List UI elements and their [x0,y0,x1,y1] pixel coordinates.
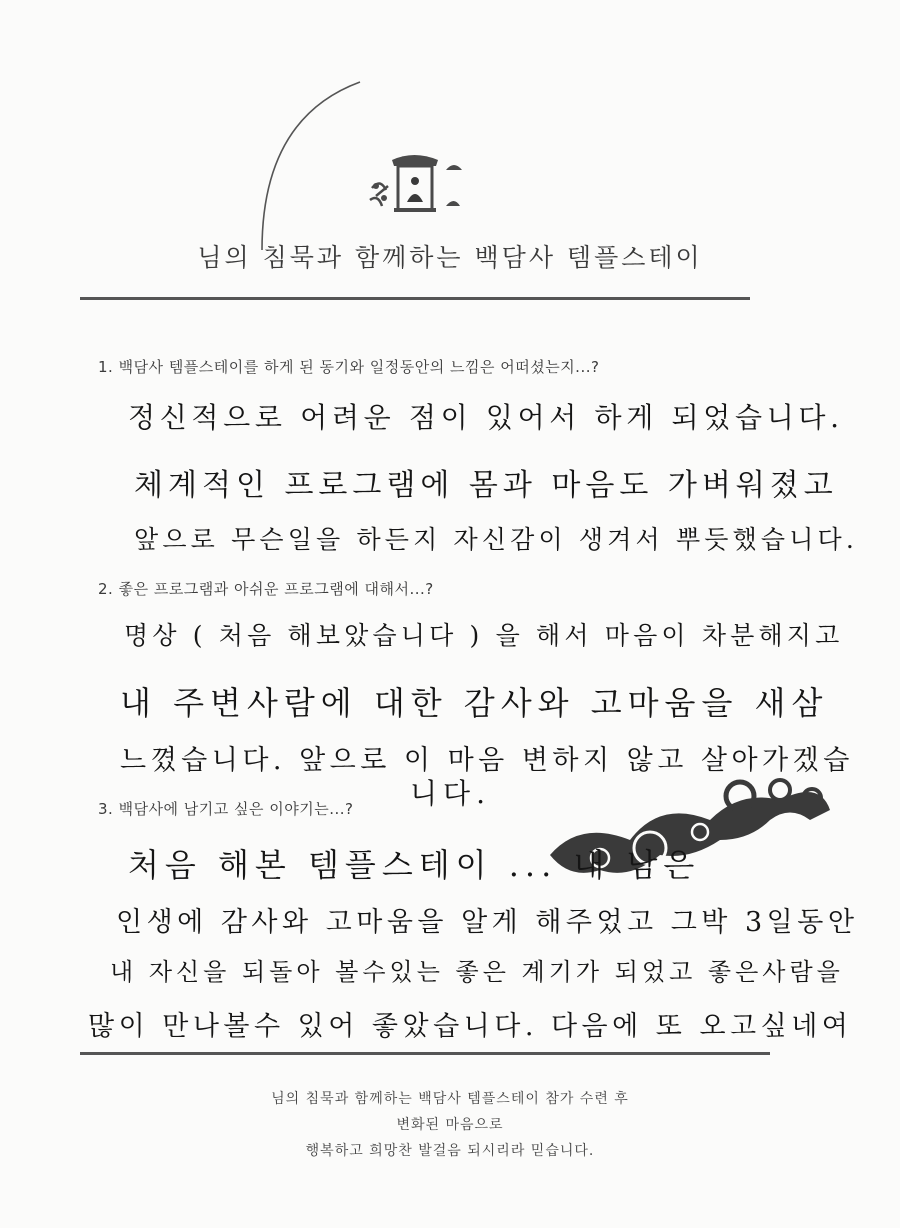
answer-2-line-4: 니다. [410,777,491,810]
page-title: 님의 침묵과 함께하는 백담사 템플스테이 [197,243,703,272]
answer-3-line-3: 내 자신을 되돌아 볼수있는 좋은 계기가 되었고 좋은사람을 [110,958,844,986]
answer-2-line-1: 명상 ( 처음 해보았습니다 ) 을 해서 마음이 차분해지고 [124,621,844,650]
answer-1-line-3: 앞으로 무슨일을 하든지 자신감이 생겨서 뿌듯했습니다. [134,525,858,554]
footer-line-3: 행복하고 희망찬 발걸음 되시리라 믿습니다. [305,1143,595,1159]
answer-1-line-1: 정신적으로 어려운 점이 있어서 하게 되었습니다. [128,401,844,434]
answer-3-line-4: 많이 만나볼수 있어 좋았습니다. 다음에 또 오고싶네여 [88,1011,853,1042]
footer-divider [80,1052,770,1055]
footer-line-1: 님의 침묵과 함께하는 백담사 템플스테이 참가 수련 후 [271,1091,629,1107]
answer-3-line-1: 처음 해본 템플스테이 ... 내 남은 [128,846,701,884]
answer-3-line-2: 인생에 감사와 고마움을 알게 해주었고 그박 3일동안 [116,907,859,938]
footer-line-2: 변화된 마음으로 [396,1117,504,1133]
header-divider [80,297,750,300]
temple-buddha-logo [362,148,472,228]
answer-2-line-3: 느꼈습니다. 앞으로 이 마음 변하지 않고 살아가겠습 [120,745,854,776]
answer-2-line-2: 내 주변사람에 대한 감사와 고마움을 새삼 [120,684,829,722]
question-1-label: 1. 백담사 템플스테이를 하게 된 동기와 일정동안의 느낌은 어떠셨는지...? [98,358,600,376]
question-2-label: 2. 좋은 프로그램과 아쉬운 프로그램에 대해서...? [98,580,434,598]
answer-1-line-2: 체계적인 프로그램에 몸과 마음도 가벼워졌고 [134,468,838,503]
question-3-label: 3. 백담사에 남기고 싶은 이야기는...? [98,800,354,818]
